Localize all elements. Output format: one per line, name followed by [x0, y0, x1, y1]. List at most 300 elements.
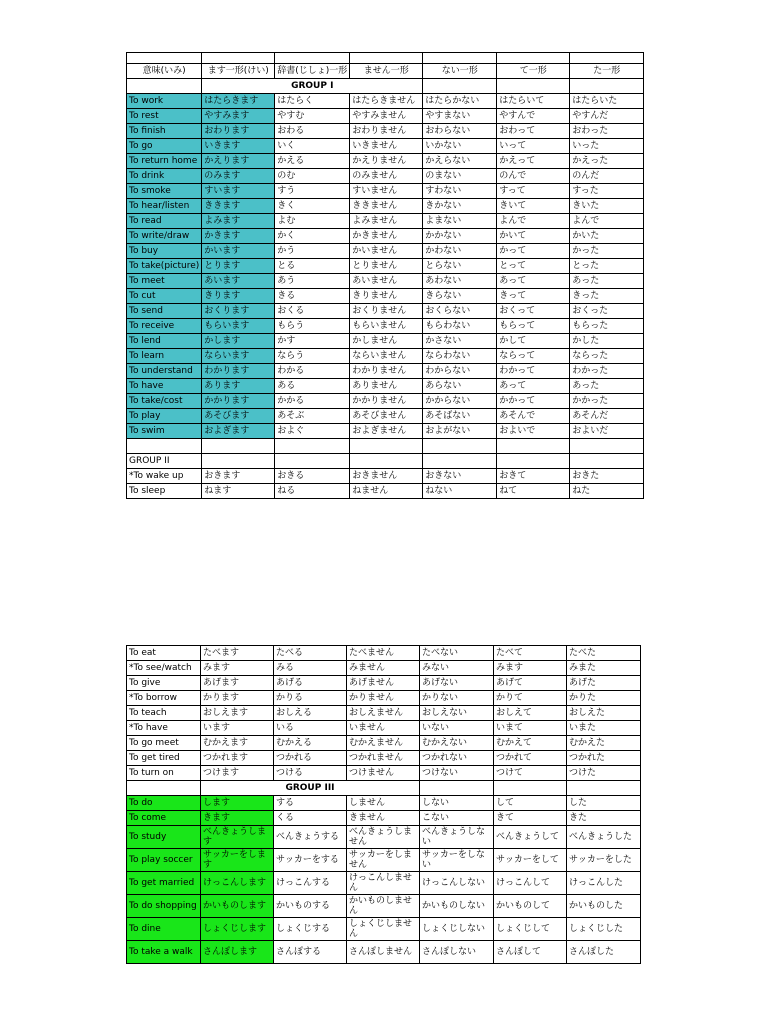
form-cell: おきて [497, 469, 570, 484]
form-cell: ねて [497, 484, 570, 499]
verb-row [127, 379, 644, 394]
form-cell: きて [494, 811, 567, 826]
verb-row [127, 796, 641, 811]
form-cell: むかえない [420, 736, 494, 751]
form-cell: べんきょうします [201, 826, 274, 849]
verb-row [127, 259, 644, 274]
form-cell: ありません [350, 379, 423, 394]
empty-cell [127, 79, 202, 94]
meaning-cell: To lend [127, 334, 202, 349]
meaning-cell: To go meet [127, 736, 201, 751]
form-cell: およいで [497, 424, 570, 439]
form-cell: あそんで [497, 409, 570, 424]
form-cell: おきる [275, 469, 350, 484]
verb-row [127, 811, 641, 826]
form-cell: みません [347, 661, 420, 676]
meaning-cell: To give [127, 676, 201, 691]
form-cell: かえった [570, 154, 644, 169]
form-cell: いまて [494, 721, 567, 736]
form-cell: つけた [567, 766, 641, 781]
form-cell: する [274, 796, 347, 811]
form-cell: つけません [347, 766, 420, 781]
form-cell: おしえます [201, 706, 274, 721]
form-cell: かいものします [201, 895, 274, 918]
form-cell: けっこんした [567, 872, 641, 895]
empty-cell [127, 439, 202, 454]
form-cell: かえる [275, 154, 350, 169]
meaning-cell: To meet [127, 274, 202, 289]
form-cell: あそびます [202, 409, 275, 424]
empty-cell [127, 781, 201, 796]
form-cell: いきません [350, 139, 423, 154]
empty-cell [350, 439, 423, 454]
verb-row [127, 289, 644, 304]
form-cell: あそびません [350, 409, 423, 424]
form-cell: つかれる [274, 751, 347, 766]
form-cell: おくった [570, 304, 644, 319]
form-cell: べんきょうして [494, 826, 567, 849]
form-cell: およぐ [275, 424, 350, 439]
meaning-cell: *To wake up [127, 469, 202, 484]
form-cell: おわって [497, 124, 570, 139]
form-cell: たべません [347, 646, 420, 661]
form-cell: おきない [423, 469, 497, 484]
form-cell: かしません [350, 334, 423, 349]
form-cell: むかえた [567, 736, 641, 751]
form-cell: あって [497, 274, 570, 289]
form-cell: かいものする [274, 895, 347, 918]
empty-cell [202, 454, 275, 469]
form-cell: います [201, 721, 274, 736]
form-cell: いく [275, 139, 350, 154]
form-cell: きません [347, 811, 420, 826]
meaning-cell: To go [127, 139, 202, 154]
spacer-row [127, 439, 644, 454]
form-cell: かいものして [494, 895, 567, 918]
form-cell: サッカーをしない [420, 849, 494, 872]
form-cell: かきません [350, 229, 423, 244]
empty-cell [127, 53, 202, 64]
form-cell: けっこんして [494, 872, 567, 895]
form-cell: はたらかない [423, 94, 497, 109]
form-cell: かりません [347, 691, 420, 706]
form-cell: サッカーをします [201, 849, 274, 872]
form-cell: けっこんする [274, 872, 347, 895]
form-cell: かさない [423, 334, 497, 349]
form-cell: みない [420, 661, 494, 676]
form-cell: して [494, 796, 567, 811]
verb-row [127, 706, 641, 721]
empty-cell [275, 439, 350, 454]
form-cell: やすんで [497, 109, 570, 124]
group-title: GROUP I [202, 79, 423, 94]
column-header: た一形 [570, 64, 644, 79]
form-cell: ねない [423, 484, 497, 499]
verb-row [127, 751, 641, 766]
form-cell: こない [420, 811, 494, 826]
column-header: て一形 [497, 64, 570, 79]
form-cell: おわる [275, 124, 350, 139]
form-cell: おきます [202, 469, 275, 484]
form-cell: しません [347, 796, 420, 811]
meaning-cell: *To see/watch [127, 661, 201, 676]
form-cell: かえらない [423, 154, 497, 169]
meaning-cell: To rest [127, 109, 202, 124]
form-cell: きかない [423, 199, 497, 214]
verb-row [127, 676, 641, 691]
form-cell: やすまない [423, 109, 497, 124]
form-cell: あそぶ [275, 409, 350, 424]
form-cell: おわりません [350, 124, 423, 139]
form-cell: かりた [567, 691, 641, 706]
form-cell: きいて [497, 199, 570, 214]
form-cell: かきます [202, 229, 275, 244]
meaning-cell: To buy [127, 244, 202, 259]
form-cell: かいものしない [420, 895, 494, 918]
empty-cell [494, 781, 567, 796]
form-cell: とらない [423, 259, 497, 274]
empty-cell [423, 53, 497, 64]
form-cell: かえりません [350, 154, 423, 169]
form-cell: いった [570, 139, 644, 154]
verb-row [127, 469, 644, 484]
empty-cell [570, 79, 644, 94]
form-cell: はたらいて [497, 94, 570, 109]
form-cell: かかりません [350, 394, 423, 409]
meaning-cell: To finish [127, 124, 202, 139]
form-cell: かした [570, 334, 644, 349]
group-header-row [127, 454, 644, 469]
form-cell: ねる [275, 484, 350, 499]
empty-cell [570, 439, 644, 454]
empty-cell [420, 781, 494, 796]
form-cell: はたらきません [350, 94, 423, 109]
form-cell: かかります [202, 394, 275, 409]
empty-cell [423, 79, 497, 94]
verb-table-top [126, 52, 644, 499]
form-cell: かった [570, 244, 644, 259]
meaning-cell: To teach [127, 706, 201, 721]
form-cell: あります [202, 379, 275, 394]
form-cell: やすみません [350, 109, 423, 124]
empty-cell [497, 53, 570, 64]
empty-cell [202, 53, 275, 64]
group-title: GROUP II [127, 454, 202, 469]
form-cell: ねません [350, 484, 423, 499]
form-cell: よむ [275, 214, 350, 229]
form-cell: あらない [423, 379, 497, 394]
form-cell: のむ [275, 169, 350, 184]
form-cell: すいません [350, 184, 423, 199]
form-cell: かわない [423, 244, 497, 259]
form-cell: いきます [202, 139, 275, 154]
form-cell: みます [494, 661, 567, 676]
form-cell: おしえる [274, 706, 347, 721]
verb-row [127, 766, 641, 781]
form-cell: さんぽした [567, 941, 641, 964]
form-cell: たべない [420, 646, 494, 661]
form-cell: かします [202, 334, 275, 349]
meaning-cell: To work [127, 94, 202, 109]
verb-row [127, 394, 644, 409]
form-cell: むかえます [201, 736, 274, 751]
form-cell: きます [201, 811, 274, 826]
form-cell: きく [275, 199, 350, 214]
verb-row [127, 424, 644, 439]
form-cell: かす [275, 334, 350, 349]
form-cell: わかりません [350, 364, 423, 379]
verb-table-bottom [126, 645, 641, 964]
form-cell: ならいます [202, 349, 275, 364]
form-cell: のみません [350, 169, 423, 184]
form-cell: あいません [350, 274, 423, 289]
form-cell: とりません [350, 259, 423, 274]
meaning-cell: *To borrow [127, 691, 201, 706]
verb-row [127, 661, 641, 676]
column-header: ない一形 [423, 64, 497, 79]
form-cell: けっこんしません [347, 872, 420, 895]
verb-row [127, 184, 644, 199]
form-cell: さんぽしない [420, 941, 494, 964]
form-cell: よみます [202, 214, 275, 229]
form-cell: のんだ [570, 169, 644, 184]
form-cell: かえって [497, 154, 570, 169]
form-cell: けっこんします [201, 872, 274, 895]
form-cell: ならって [497, 349, 570, 364]
meaning-cell: To cut [127, 289, 202, 304]
form-cell: さんぽする [274, 941, 347, 964]
form-cell: おわらない [423, 124, 497, 139]
form-cell: かりない [420, 691, 494, 706]
empty-cell [275, 454, 350, 469]
verb-row [127, 364, 644, 379]
form-cell: とった [570, 259, 644, 274]
form-cell: もらいます [202, 319, 275, 334]
form-cell: きる [275, 289, 350, 304]
form-cell: おわった [570, 124, 644, 139]
form-cell: します [201, 796, 274, 811]
form-cell: むかえて [494, 736, 567, 751]
form-cell: つかれない [420, 751, 494, 766]
form-cell: たべる [274, 646, 347, 661]
meaning-cell: To do shopping [127, 895, 201, 918]
form-cell: やすんだ [570, 109, 644, 124]
form-cell: しない [420, 796, 494, 811]
form-cell: あそばない [423, 409, 497, 424]
form-cell: はたらいた [570, 94, 644, 109]
form-cell: おしえない [420, 706, 494, 721]
form-cell: きりません [350, 289, 423, 304]
form-cell: かかる [275, 394, 350, 409]
form-cell: かして [497, 334, 570, 349]
meaning-cell: *To have [127, 721, 201, 736]
form-cell: のまない [423, 169, 497, 184]
form-cell: かって [497, 244, 570, 259]
form-cell: おきた [570, 469, 644, 484]
empty-cell [350, 53, 423, 64]
form-cell: すった [570, 184, 644, 199]
form-cell: ならいません [350, 349, 423, 364]
form-cell: サッカーをする [274, 849, 347, 872]
form-cell: しょくじする [274, 918, 347, 941]
form-cell: かいて [497, 229, 570, 244]
form-cell: かいた [570, 229, 644, 244]
form-cell: みる [274, 661, 347, 676]
form-cell: おしえて [494, 706, 567, 721]
verb-row [127, 304, 644, 319]
form-cell: わかった [570, 364, 644, 379]
form-cell: ならう [275, 349, 350, 364]
form-cell: ある [275, 379, 350, 394]
meaning-cell: To have [127, 379, 202, 394]
group-header-row [127, 79, 644, 94]
form-cell: わかって [497, 364, 570, 379]
form-cell: かります [201, 691, 274, 706]
form-cell: もらいません [350, 319, 423, 334]
verb-row [127, 849, 641, 872]
form-cell: した [567, 796, 641, 811]
form-cell: あいます [202, 274, 275, 289]
form-cell: べんきょうする [274, 826, 347, 849]
meaning-cell: To receive [127, 319, 202, 334]
form-cell: けっこんしない [420, 872, 494, 895]
form-cell: しょくじしない [420, 918, 494, 941]
form-cell: さんぽしません [347, 941, 420, 964]
form-cell: かかって [497, 394, 570, 409]
form-cell: きります [202, 289, 275, 304]
column-header: ます一形(けい) [202, 64, 275, 79]
verb-row [127, 334, 644, 349]
form-cell: およいだ [570, 424, 644, 439]
form-cell: おしえません [347, 706, 420, 721]
meaning-cell: To take/cost [127, 394, 202, 409]
form-cell: およぎません [350, 424, 423, 439]
form-cell: いません [347, 721, 420, 736]
form-cell: およがない [423, 424, 497, 439]
form-cell: のんで [497, 169, 570, 184]
form-cell: すいます [202, 184, 275, 199]
verb-row [127, 646, 641, 661]
form-cell: いる [274, 721, 347, 736]
group-title: GROUP III [201, 781, 420, 796]
meaning-cell: To swim [127, 424, 202, 439]
form-cell: おきません [350, 469, 423, 484]
meaning-cell: To learn [127, 349, 202, 364]
column-header: 意味(いみ) [127, 64, 202, 79]
form-cell: きいた [570, 199, 644, 214]
verb-row [127, 244, 644, 259]
form-cell: とって [497, 259, 570, 274]
verb-row [127, 484, 644, 499]
form-cell: あげた [567, 676, 641, 691]
form-cell: ねた [570, 484, 644, 499]
header-row [127, 64, 644, 79]
form-cell: みまた [567, 661, 641, 676]
form-cell: のみます [202, 169, 275, 184]
meaning-cell: To come [127, 811, 201, 826]
form-cell: もらう [275, 319, 350, 334]
form-cell: たべて [494, 646, 567, 661]
verb-row [127, 736, 641, 751]
form-cell: きって [497, 289, 570, 304]
meaning-cell: To play [127, 409, 202, 424]
form-cell: やすむ [275, 109, 350, 124]
form-cell: かえります [202, 154, 275, 169]
verb-row [127, 872, 641, 895]
form-cell: あげません [347, 676, 420, 691]
form-cell: おしえた [567, 706, 641, 721]
form-cell: ならった [570, 349, 644, 364]
form-cell: かりる [274, 691, 347, 706]
verb-row [127, 826, 641, 849]
form-cell: とる [275, 259, 350, 274]
empty-cell [567, 781, 641, 796]
form-cell: およぎます [202, 424, 275, 439]
form-cell: きった [570, 289, 644, 304]
form-cell: かりて [494, 691, 567, 706]
form-cell: おくります [202, 304, 275, 319]
form-cell: よんで [570, 214, 644, 229]
form-cell: おくって [497, 304, 570, 319]
form-cell: べんきょうしない [420, 826, 494, 849]
empty-cell [202, 439, 275, 454]
form-cell: おわります [202, 124, 275, 139]
form-cell: サッカーをして [494, 849, 567, 872]
group-header-row [127, 781, 641, 796]
form-cell: つかれて [494, 751, 567, 766]
verb-row [127, 169, 644, 184]
form-cell: ならわない [423, 349, 497, 364]
form-cell: あげる [274, 676, 347, 691]
column-header: ません一形 [350, 64, 423, 79]
form-cell: あげない [420, 676, 494, 691]
form-cell: べんきょうしません [347, 826, 420, 849]
form-cell: つかれた [567, 751, 641, 766]
meaning-cell: To take a walk [127, 941, 201, 964]
form-cell: かく [275, 229, 350, 244]
form-cell: つけます [201, 766, 274, 781]
form-cell: すわない [423, 184, 497, 199]
verb-row [127, 895, 641, 918]
form-cell: たべます [201, 646, 274, 661]
form-cell: つけて [494, 766, 567, 781]
meaning-cell: To drink [127, 169, 202, 184]
verb-row [127, 319, 644, 334]
form-cell: むかえる [274, 736, 347, 751]
form-cell: もらった [570, 319, 644, 334]
form-cell: くる [274, 811, 347, 826]
form-cell: かいものしません [347, 895, 420, 918]
meaning-cell: To send [127, 304, 202, 319]
form-cell: かかった [570, 394, 644, 409]
verb-row [127, 154, 644, 169]
form-cell: たべた [567, 646, 641, 661]
empty-cell [423, 439, 497, 454]
form-cell: わからない [423, 364, 497, 379]
form-cell: かからない [423, 394, 497, 409]
form-cell: あった [570, 379, 644, 394]
meaning-cell: To understand [127, 364, 202, 379]
form-cell: さんぽします [201, 941, 274, 964]
form-cell: かう [275, 244, 350, 259]
empty-cell [423, 454, 497, 469]
verb-row [127, 109, 644, 124]
form-cell: あって [497, 379, 570, 394]
form-cell: かいものした [567, 895, 641, 918]
form-cell: つかれません [347, 751, 420, 766]
verb-row [127, 229, 644, 244]
form-cell: しょくじしません [347, 918, 420, 941]
